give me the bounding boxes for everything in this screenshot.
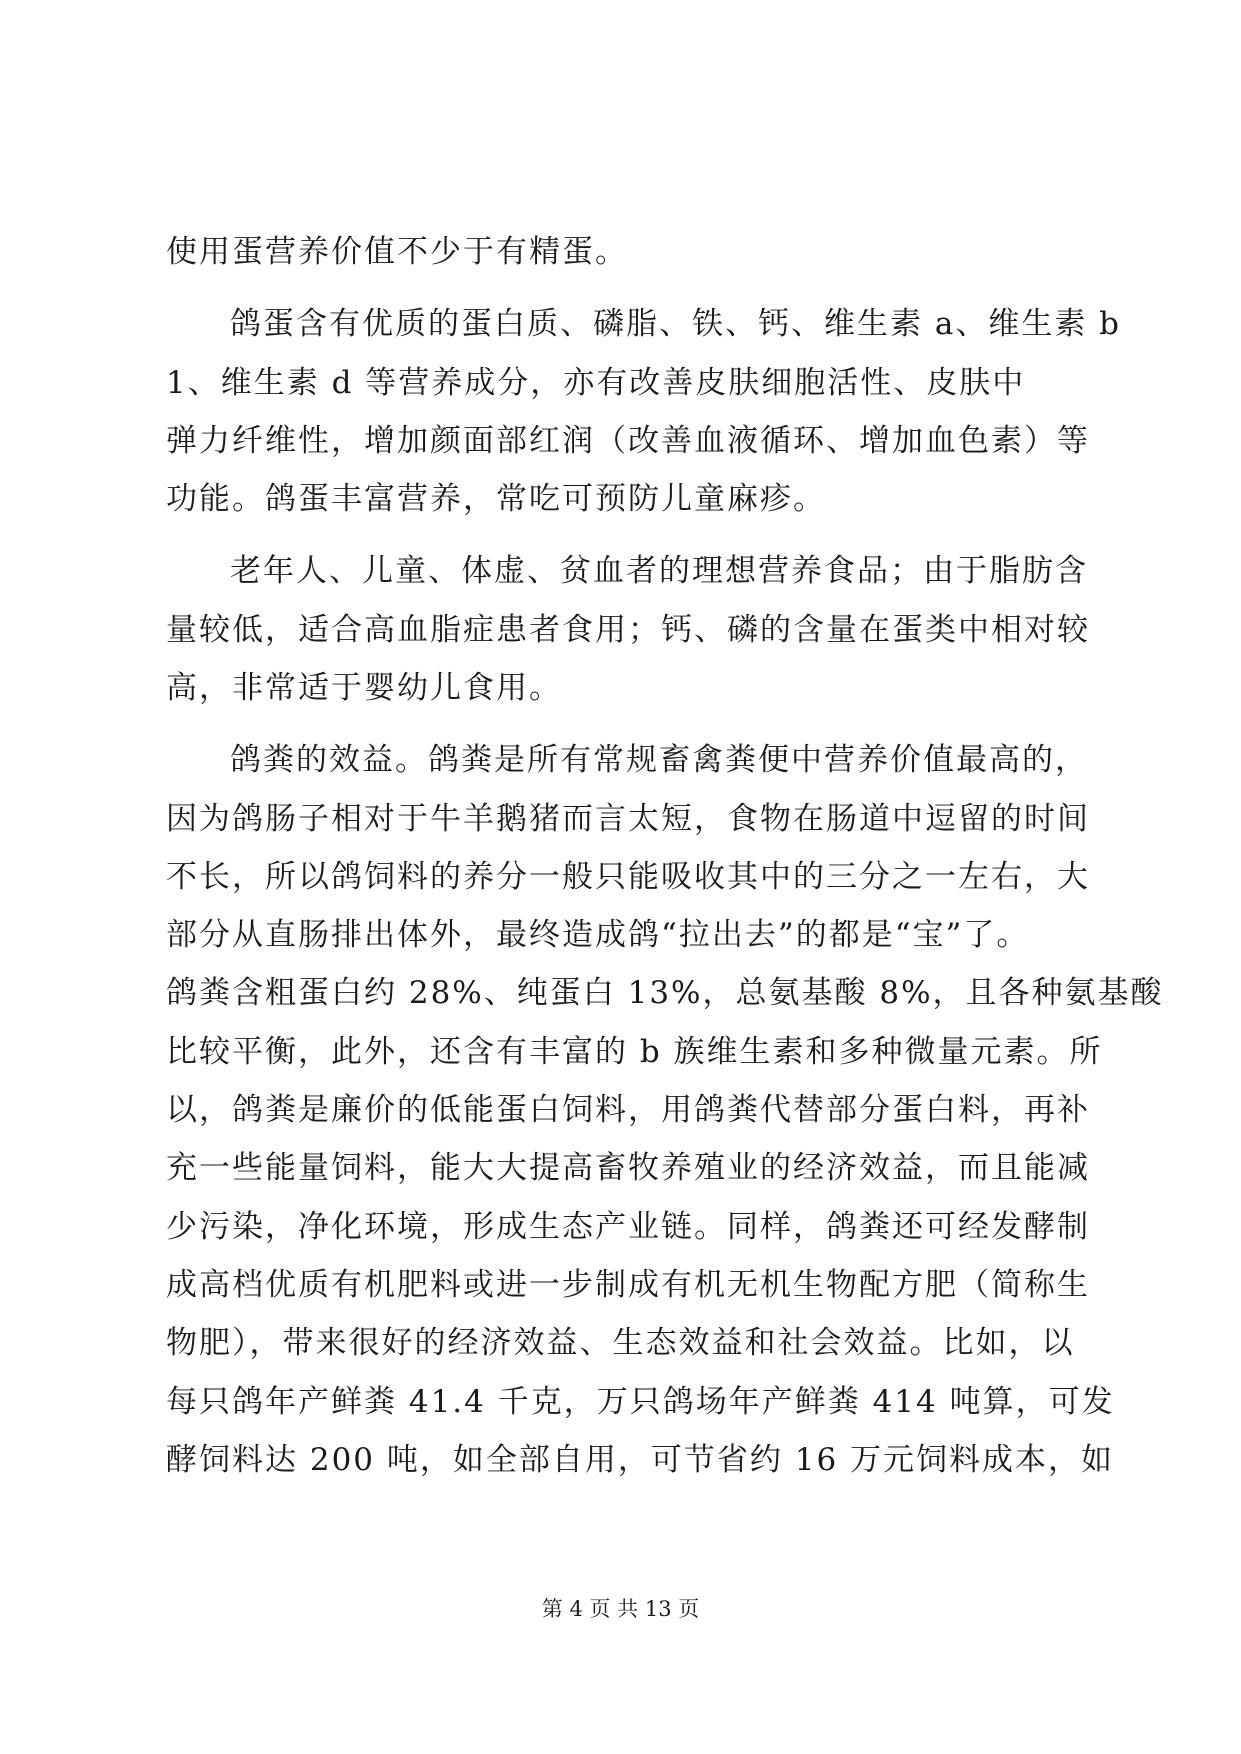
body-line: 部分从直肠排出体外，最终造成鸽“拉出去”的都是“宝”了。 bbox=[166, 917, 1030, 953]
body-line: 以，鸽粪是廉价的低能蛋白饲料，用鸽粪代替部分蛋白料，再补 bbox=[166, 1092, 1090, 1128]
body-line: 少污染，净化环境，形成生态产业链。同样，鸽粪还可经发酵制 bbox=[166, 1209, 1090, 1245]
body-line: 鸽蛋含有优质的蛋白质、磷脂、铁、钙、维生素 a、维生素 b bbox=[230, 306, 1122, 342]
body-line: 功能。鸽蛋丰富营养，常吃可预防儿童麻疹。 bbox=[166, 481, 826, 517]
body-line: 老年人、儿童、体虚、贫血者的理想营养食品；由于脂肪含 bbox=[230, 553, 1088, 589]
body-line: 充一些能量饲料，能大大提高畜牧养殖业的经济效益，而且能减 bbox=[166, 1150, 1090, 1186]
body-line: 酵饲料达 200 吨，如全部自用，可节省约 16 万元饲料成本，如 bbox=[166, 1442, 1115, 1478]
body-line: 弹力纤维性，增加颜面部红润（改善血液循环、增加血色素）等 bbox=[166, 423, 1090, 459]
body-line: 鸽粪含粗蛋白约 28%、纯蛋白 13%，总氨基酸 8%，且各种氨基酸 bbox=[166, 975, 1164, 1011]
body-line: 鸽粪的效益。鸽粪是所有常规畜禽粪便中营养价值最高的， bbox=[230, 742, 1088, 778]
body-line: 使用蛋营养价值不少于有精蛋。 bbox=[166, 234, 628, 270]
body-line: 成高档优质有机肥料或进一步制成有机无机生物配方肥（简称生 bbox=[166, 1267, 1090, 1303]
body-line: 每只鸽年产鲜粪 41.4 千克，万只鸽场年产鲜粪 414 吨算，可发 bbox=[166, 1384, 1115, 1420]
body-line: 比较平衡，此外，还含有丰富的 b 族维生素和多种微量元素。所 bbox=[166, 1034, 1103, 1070]
page-footer: 第 4 页 共 13 页 bbox=[541, 1597, 700, 1621]
body-line: 1、维生素 d 等营养成分，亦有改善皮肤细胞活性、皮肤中 bbox=[166, 365, 1026, 401]
body-line: 量较低，适合高血脂症患者食用；钙、磷的含量在蛋类中相对较 bbox=[166, 612, 1090, 648]
body-line: 高，非常适于婴幼儿食用。 bbox=[166, 670, 562, 706]
body-line: 因为鸽肠子相对于牛羊鹅猪而言太短，食物在肠道中逗留的时间 bbox=[166, 801, 1090, 837]
body-line: 物肥），带来很好的经济效益、生态效益和社会效益。比如，以 bbox=[166, 1325, 1075, 1361]
body-line: 不长，所以鸽饲料的养分一般只能吸收其中的三分之一左右，大 bbox=[166, 859, 1090, 895]
